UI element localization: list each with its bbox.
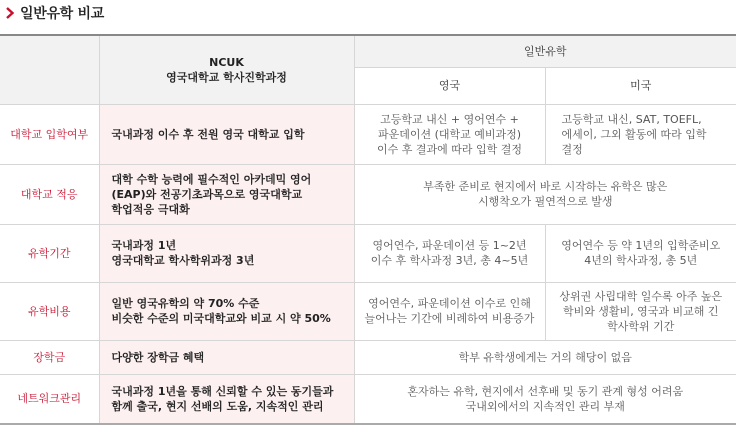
row-label: 네트워크관리 xyxy=(0,374,99,424)
ncuk-header: NCUK 영국대학교 학사진학과정 xyxy=(99,35,354,104)
corner-cell xyxy=(0,35,99,104)
row-admission xyxy=(0,104,736,164)
general-study-header: 일반유학 xyxy=(354,35,736,67)
ncuk-cell: 국내과정 1년을 통해 신뢰할 수 있는 동기들과 함께 출국, 현지 선배의 도움, 지속적인 관리 xyxy=(99,374,354,424)
comparison-table xyxy=(0,34,736,425)
ncuk-cell: 국내과정 이수 후 전원 영국 대학교 입학 xyxy=(99,104,354,164)
ncuk-cell: 다양한 장학금 혜택 xyxy=(99,340,354,374)
general-cell: 부족한 준비로 현지에서 바로 시작하는 유학은 많은 시행착오가 필연적으로 발생 xyxy=(354,164,736,224)
uk-header: 영국 xyxy=(354,67,545,104)
row-network xyxy=(0,374,736,424)
row-cost xyxy=(0,282,736,340)
section-title: 일반유학 비교 xyxy=(20,6,104,22)
chevron-right-icon xyxy=(4,5,16,21)
row-label: 유학기간 xyxy=(0,224,99,282)
us-cell: 영어연수 등 약 1년의 입학준비오 4년의 학사과정, 총 5년 xyxy=(545,224,736,282)
row-label: 대학교 입학여부 xyxy=(0,104,99,164)
uk-cell: 영어연수, 파운데이션 등 1~2년 이수 후 학사과정 3년, 총 4~5년 xyxy=(354,224,545,282)
row-label: 장학금 xyxy=(0,340,99,374)
ncuk-cell: 국내과정 1년 영국대학교 학사학위과정 3년 xyxy=(99,224,354,282)
us-header: 미국 xyxy=(545,67,736,104)
row-scholarship xyxy=(0,340,736,374)
row-label: 대학교 적응 xyxy=(0,164,99,224)
us-cell: 상위권 사립대학 일수록 아주 높은 학비와 생활비, 영국과 비교해 긴 학사학위 기간 xyxy=(545,282,736,340)
uk-cell: 고등학교 내신 + 영어연수 + 파운데이션 (대학교 예비과정) 이수 후 결과에 따라 입학 결정 xyxy=(354,104,545,164)
row-duration xyxy=(0,224,736,282)
general-cell: 혼자하는 유학, 현지에서 선후배 및 동기 관계 형성 어려움 국내외에서의 지속적인 관리 부재 xyxy=(354,374,736,424)
row-label: 유학비용 xyxy=(0,282,99,340)
us-cell: 고등학교 내신, SAT, TOEFL, 에세이, 그외 활동에 따라 입학 결정 xyxy=(545,104,736,164)
row-adaptation xyxy=(0,164,736,224)
uk-cell: 영어연수, 파운데이션 이수로 인해 늘어나는 기간에 비례하여 비용증가 xyxy=(354,282,545,340)
ncuk-cell: 대학 수학 능력에 필수적인 아카데믹 영어 (EAP)와 전공기초과목으로 영국대학교 학업적응 극대화 xyxy=(99,164,354,224)
header-row xyxy=(0,35,736,67)
general-cell: 학부 유학생에게는 거의 해당이 없음 xyxy=(354,340,736,374)
section-title-bar xyxy=(0,0,104,26)
ncuk-cell: 일반 영국유학의 약 70% 수준 비슷한 수준의 미국대학교와 비교 시 약 50% xyxy=(99,282,354,340)
